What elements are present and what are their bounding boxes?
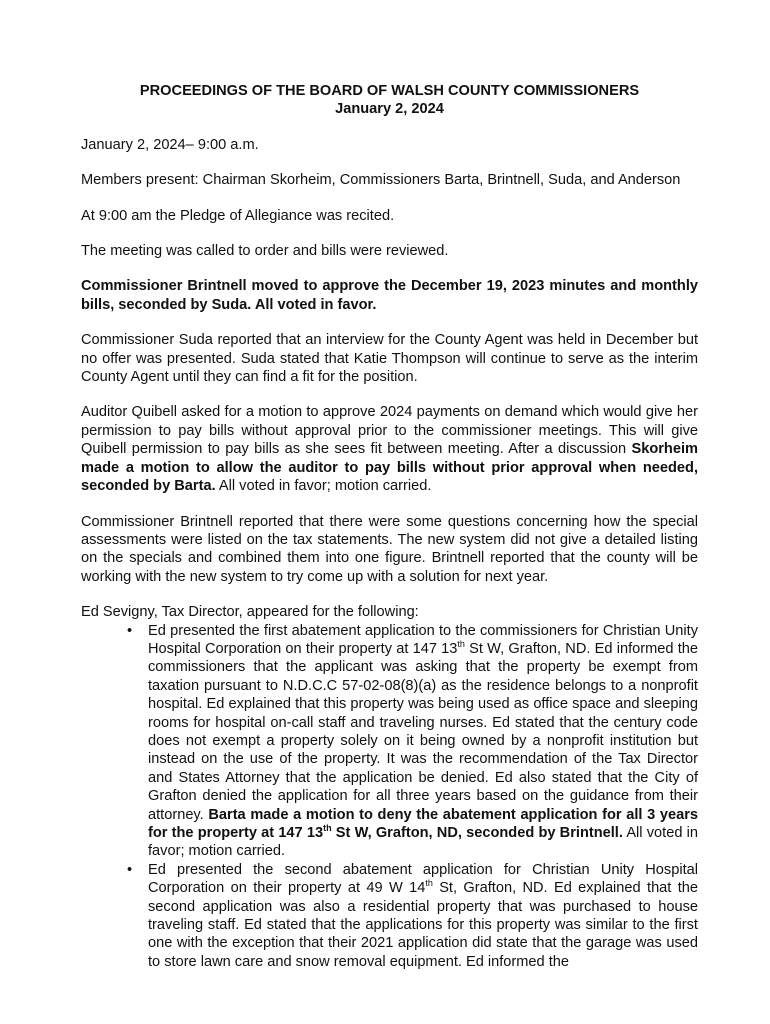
document-date: January 2, 2024: [335, 101, 444, 118]
bullet-icon: •: [127, 622, 133, 639]
item1-motion-sup: th: [323, 823, 332, 833]
item2-text-b: St, Grafton, ND. Ed explained that the second application was also a residential property that was purchased to house traveling staff. Ed stated that the applications for this property was similar to the first one with the exception that their 2021 application did state that the garage was used to store lawn care and snow removal equipment. Ed informed the: [148, 880, 698, 970]
item1-motion-a: Barta made a motion to deny the abatement application for all 3 years for the property at 147 13: [148, 806, 698, 841]
document-page: [81, 82, 698, 971]
meeting-time: January 2, 2024– 9:00 a.m.: [81, 136, 259, 153]
item1-motion-b: St W, Grafton, ND, seconded by Brintnell.: [331, 825, 623, 841]
item1-motion: [148, 807, 698, 841]
auditor-text: Auditor Quibell asked for a motion to approve 2024 payments on demand which would give her permission to pay bills without approval prior to the commissioner meetings. This will give Quibell permission to pay bills as she sees fit between meeting. After a discussion: [81, 404, 698, 458]
item2-text-a: Ed presented the second abatement application for Christian Unity Hospital Corporation on their property at 49 W 14: [148, 861, 698, 897]
document-title: PROCEEDINGS OF THE BOARD OF WALSH COUNTY COMMISSIONERS: [139, 83, 640, 99]
item2-sup-a: th: [425, 878, 433, 889]
item1-text-a: Ed presented the first abatement application to the commissioners for Christian Unity Hospital Corporation on their property at 147 13: [148, 622, 698, 657]
tax-director-intro: Ed Sevigny, Tax Director, appeared for the following:: [81, 604, 419, 621]
call-to-order-paragraph: The meeting was called to order and bills were reviewed.: [81, 243, 449, 260]
item1-result: All voted in favor; motion carried.: [148, 825, 698, 860]
bullet-icon: •: [127, 861, 133, 878]
item1-sup-a: th: [457, 638, 465, 649]
auditor-motion: Skorheim made a motion to allow the auditor to pay bills without prior approval when needed, seconded by Barta.: [81, 441, 698, 495]
members-present: Members present: Chairman Skorheim, Commissioners Barta, Brintnell, Suda, and Anderson: [81, 172, 681, 189]
minutes-motion-text: Commissioner Brintnell moved to approve the December 19, 2023 minutes and monthly bills, seconded by Suda. All voted in favor.: [81, 278, 698, 313]
minutes-motion: [81, 277, 698, 314]
auditor-result: All voted in favor; motion carried.: [215, 478, 432, 495]
special-assessments-paragraph: Commissioner Brintnell reported that there were some questions concerning how the special assessments were listed on the tax statements. The new system did not give a detailed listing on the specials and combined them into one figure. Brintnell reported that the county will be working with the new system to try come up with a solution for next year.: [81, 513, 698, 585]
tax-director-list: [81, 622, 698, 972]
auditor-paragraph: [81, 403, 698, 495]
list-item: [127, 861, 698, 971]
list-item: [127, 622, 698, 861]
pledge-paragraph: At 9:00 am the Pledge of Allegiance was recited.: [81, 207, 395, 224]
county-agent-paragraph: Commissioner Suda reported that an interview for the County Agent was held in December but no offer was presented. Suda stated that Katie Thompson will continue to serve as the interim County Agent until they can find a fit for the position.: [81, 332, 698, 386]
item1-text-b: St W, Grafton, ND. Ed informed the commissioners that the applicant was asking that the property be exempt from taxation pursuant to N.D.C.C 57-02-08(8)(a) as the residence belongs to a nonprofit hospital. Ed explained that this property was being used as office space and sleeping rooms for hospital on-call staff and traveling nurses. Ed stated that the century code does not exempt a property solely on it being owned by a nonprofit institution but instead on the use of the property. It was the recommendation of the Tax Director and States Attorney that the application be denied. Ed also stated that the City of Grafton denied the application for all three years based on the guidance from their attorney.: [148, 640, 698, 823]
